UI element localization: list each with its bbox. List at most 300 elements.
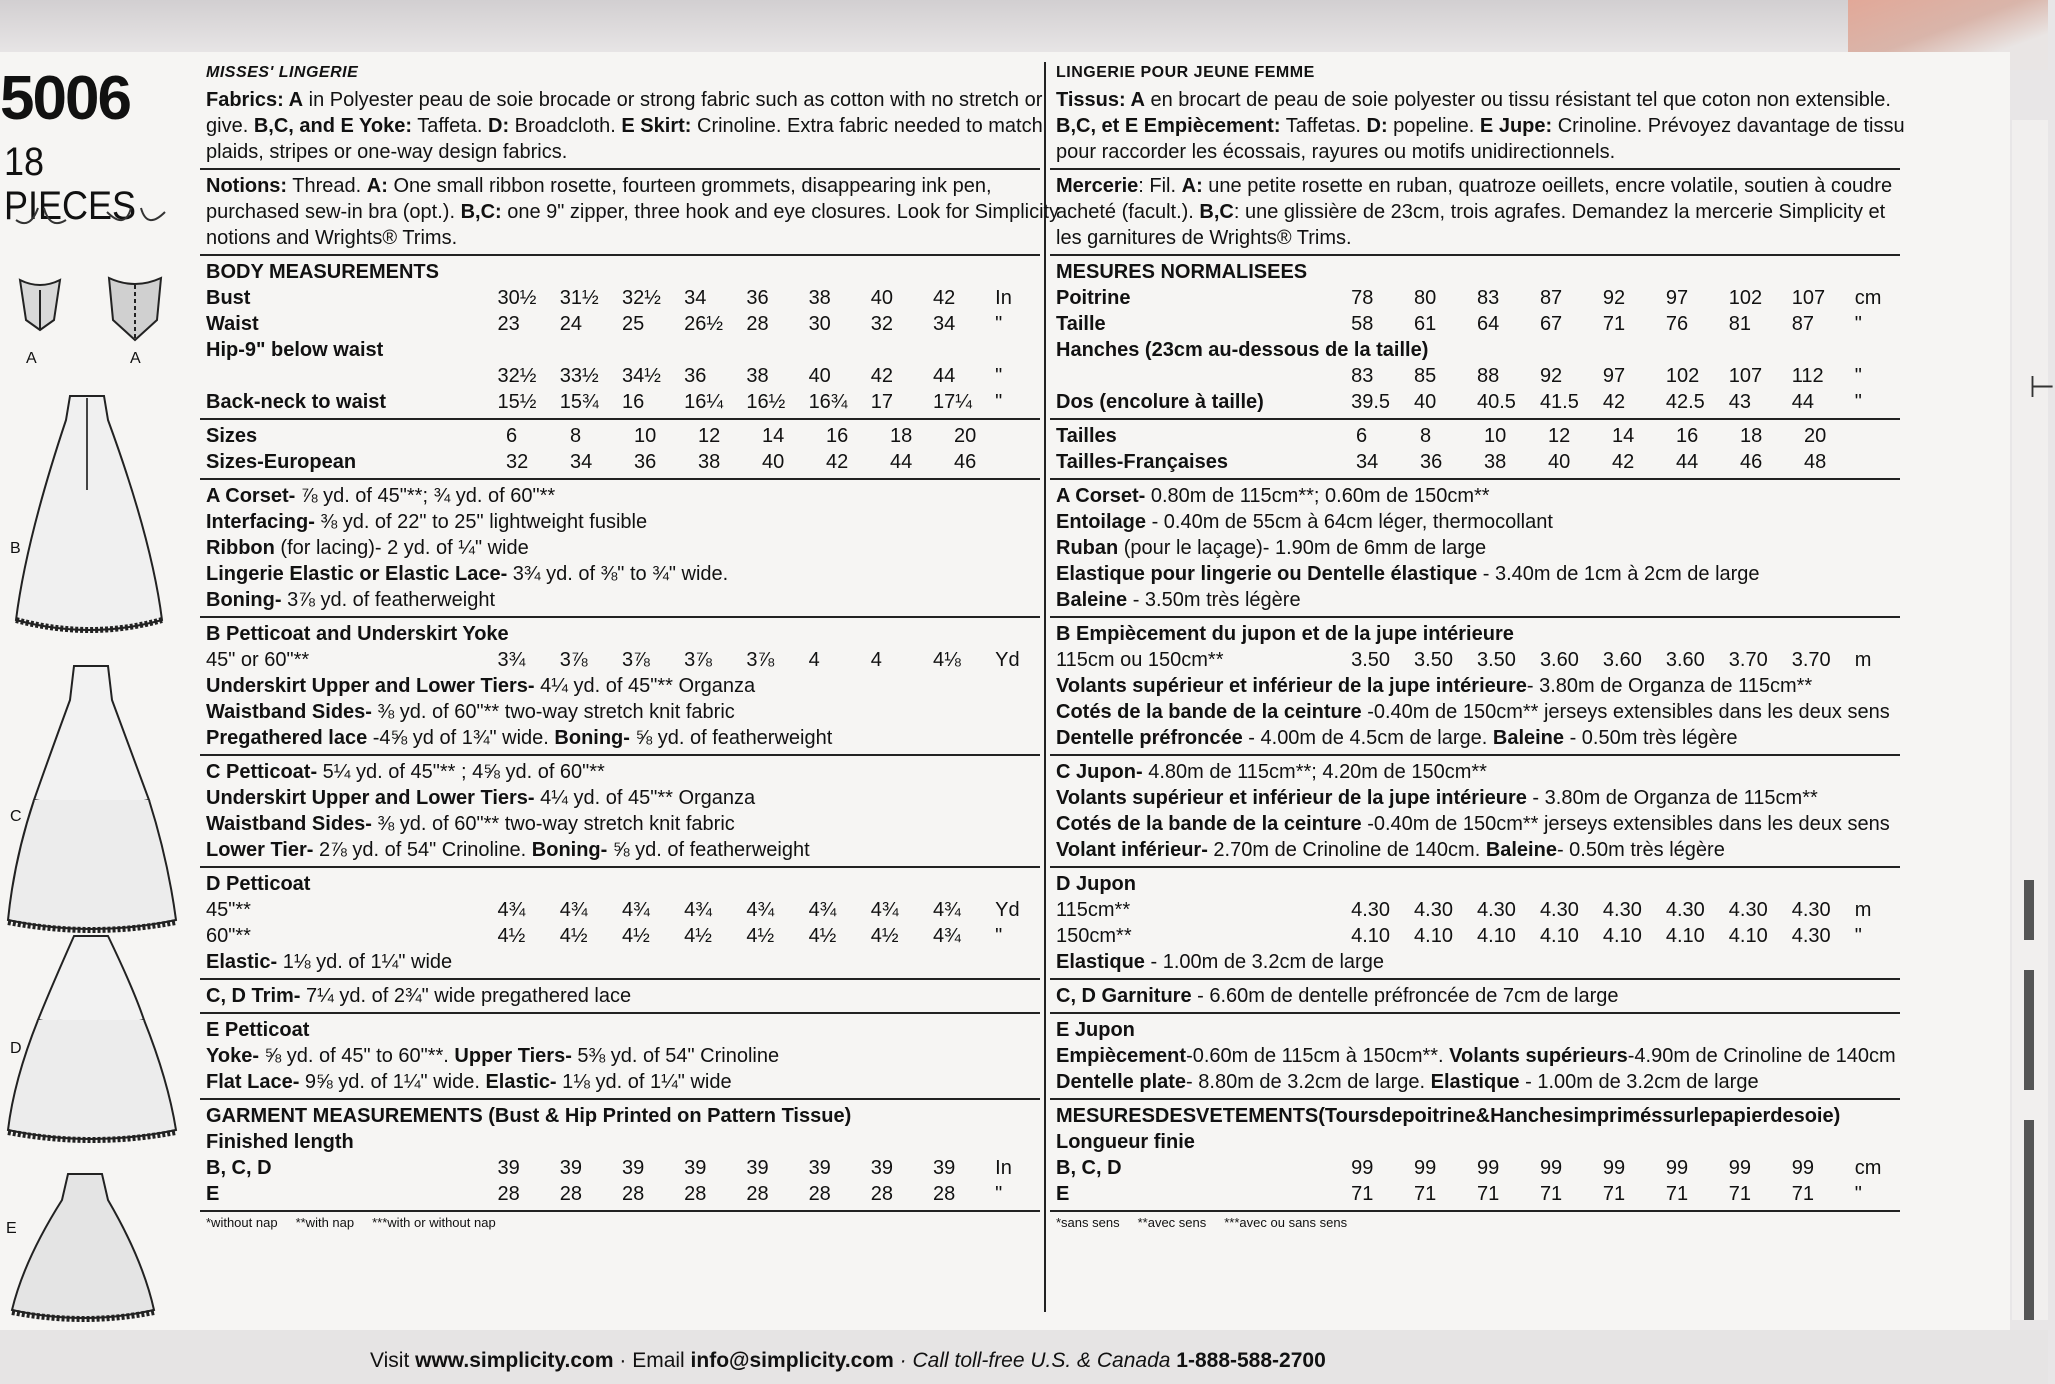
item-label: A Corset-	[1056, 485, 1146, 507]
item-text: - 1.00m de 3.2cm de large	[1144, 951, 1384, 973]
petticoat-b-illustration	[12, 390, 167, 650]
cell: 44	[890, 451, 913, 473]
item-label: Upper Tiers-	[454, 1045, 572, 1067]
item-label: Underskirt Upper and Lower Tiers-	[206, 675, 535, 697]
unit: Yd	[995, 649, 1020, 671]
table-row	[206, 1155, 1034, 1181]
tissus-label: E Jupe:	[1479, 115, 1553, 137]
cell: 36	[684, 365, 707, 387]
item-text: 2.70m de Crinoline de 140cm.	[1207, 839, 1486, 861]
footer-visit-text: Visit	[370, 1349, 416, 1372]
left-strip	[0, 60, 200, 1320]
fr-view-a	[1050, 480, 1900, 618]
cell: 40	[1548, 451, 1571, 473]
cell: 30	[808, 313, 831, 335]
row-label: E	[206, 1183, 220, 1205]
item-label: Boning-	[531, 839, 608, 861]
footnote: **with nap	[295, 1215, 355, 1230]
table-row	[206, 363, 1034, 389]
cell: 34½	[621, 365, 661, 387]
cell: 40.5	[1476, 391, 1516, 413]
pattern-number: 5006	[0, 64, 130, 133]
item-label: Elastique pour lingerie ou Dentelle élastique	[1056, 563, 1478, 585]
cell: 46	[1740, 451, 1763, 473]
cell: 71	[1476, 1183, 1500, 1205]
cell: 33½	[559, 365, 599, 387]
cell: 15½	[497, 391, 537, 413]
row-label: Bust	[206, 287, 251, 309]
mercerie-text: acheté (facult.).	[1056, 201, 1200, 223]
unit: Yd	[995, 899, 1020, 921]
cell: 20	[954, 425, 977, 447]
item-text: - 3.40m de 1cm à 2cm de large	[1477, 563, 1760, 585]
cell: 3.60	[1539, 649, 1579, 671]
cell: 58	[1351, 313, 1374, 335]
unit: "	[995, 925, 1003, 947]
cell: 43	[1728, 391, 1752, 413]
cell: 4.30	[1791, 899, 1831, 921]
item-text: -4⅝ yd of 1¾" wide.	[367, 727, 555, 749]
cell: 15¾	[559, 391, 599, 413]
footer-contact	[370, 1349, 1326, 1373]
cell: 4¾	[746, 899, 775, 921]
cell: 42	[826, 451, 849, 473]
cell: 71	[1351, 1183, 1374, 1205]
cell: 99	[1414, 1157, 1437, 1179]
mercerie-text: : Fil.	[1138, 175, 1182, 197]
cell: 4.30	[1539, 899, 1579, 921]
cell: 92	[1602, 287, 1626, 309]
cell: 42.5	[1665, 391, 1705, 413]
row-label: Taille	[1056, 313, 1106, 335]
item-text: - 6.60m de dentelle préfroncée de 7cm de large	[1191, 985, 1619, 1007]
unit: "	[995, 365, 1003, 387]
cell: 28	[808, 1183, 831, 1205]
cell: 99	[1539, 1157, 1563, 1179]
english-column	[200, 62, 1060, 1234]
tissus-text: en brocart de peau de soie polyester ou tissu résistant tel que coton non extensible.	[1144, 89, 1891, 111]
item-label: Waistband Sides-	[206, 813, 372, 835]
fr-view-d	[1050, 868, 1900, 980]
envelope-side-strip	[2012, 120, 2048, 1320]
cell: 16	[826, 425, 849, 447]
cell: 42	[1612, 451, 1635, 473]
cell: 3.50	[1476, 649, 1516, 671]
item-label: Baleine	[1485, 839, 1557, 861]
item-text: ⅜ yd. of 60"** two-way stretch knit fabric	[371, 813, 735, 835]
item-label: Waistband Sides-	[206, 701, 372, 723]
cell: 12	[1548, 425, 1571, 447]
cell: 8	[1420, 425, 1432, 447]
cell: 4	[808, 649, 820, 671]
footnote: **avec sens	[1137, 1215, 1207, 1230]
en-notions	[200, 170, 1060, 256]
section-title: E Jupon	[1056, 1019, 1135, 1041]
cell: 4	[870, 649, 882, 671]
item-text: -0.40m de 150cm** jerseys extensibles dans les deux sens	[1361, 813, 1890, 835]
item-text: 0.80m de 115cm**; 0.60m de 150cm**	[1145, 485, 1490, 507]
tissus-text: pour raccorder les écossais, rayures ou motifs unidirectionnels.	[1056, 141, 1616, 163]
cell: 4.30	[1414, 899, 1453, 921]
mercerie-label: A:	[1181, 175, 1203, 197]
en-view-d	[200, 868, 1040, 980]
section-title: B Petticoat and Underskirt Yoke	[206, 623, 509, 645]
item-label: Baleine	[1492, 727, 1565, 749]
item-label: Elastic-	[206, 951, 278, 973]
en-fabrics	[200, 84, 1043, 170]
unit: cm	[1854, 287, 1882, 309]
cell: 3⅞	[559, 649, 588, 671]
view-label-c: C	[10, 808, 22, 825]
cell: 3.60	[1602, 649, 1642, 671]
item-text: 7¼ yd. of 2¾" wide pregathered lace	[300, 985, 632, 1007]
item-text: - 0.50m très légère	[1564, 727, 1738, 749]
cell: 4¾	[684, 899, 712, 921]
cell: 81	[1728, 313, 1752, 335]
table-row	[206, 285, 1034, 311]
cell: 71	[1414, 1183, 1437, 1205]
table-row	[1056, 311, 1894, 337]
cell: 4¾	[870, 899, 899, 921]
cell: 3.50	[1351, 649, 1391, 671]
cell: 16½	[746, 391, 786, 413]
mercerie-text: les garnitures de Wrights® Trims.	[1056, 227, 1352, 249]
table-row	[1056, 363, 1894, 389]
item-text: (for lacing)- 2 yd. of ¼" wide	[274, 537, 529, 559]
cell: 4.10	[1539, 925, 1579, 947]
email-link[interactable]: info@simplicity.com	[690, 1349, 894, 1372]
cell: 4.30	[1665, 899, 1705, 921]
notions-text: One small ribbon rosette, fourteen grommets, disappearing ink pen,	[387, 175, 992, 197]
cell: 40	[1414, 391, 1437, 413]
section-title: MESURESDESVETEMENTS(Toursdepoitrine&Hanchesimpriméssurlepapierdesoie)	[1056, 1105, 1841, 1127]
fabrics-label: E Skirt:	[621, 115, 692, 137]
cell: 12	[698, 425, 721, 447]
registration-tick-icon: ⊢	[2029, 371, 2055, 404]
row-label: B, C, D	[206, 1157, 272, 1179]
row-label: 45" or 60"**	[206, 649, 310, 671]
footnote: *sans sens	[1056, 1215, 1120, 1230]
cell: 24	[559, 313, 582, 335]
cell: 4¾	[932, 899, 961, 921]
row-label: Sizes-European	[206, 451, 357, 473]
item-text: -0.40m de 150cm** jerseys extensibles dans les deux sens	[1361, 701, 1890, 723]
section-title: E Petticoat	[206, 1019, 310, 1041]
unit: m	[1854, 899, 1872, 921]
cell: 40	[762, 451, 785, 473]
cell: 28	[684, 1183, 707, 1205]
cell: 17	[870, 391, 894, 413]
en-view-e	[200, 1014, 1040, 1100]
unit: "	[1854, 1183, 1862, 1205]
fr-garment-measurements	[1050, 1100, 1900, 1212]
fr-cd-garniture	[1050, 980, 1900, 1014]
cell: 4½	[746, 925, 775, 947]
cell: 97	[1602, 365, 1626, 387]
cell: 4½	[808, 925, 837, 947]
notions-label: B,C:	[460, 201, 502, 223]
cell: 42	[932, 287, 956, 309]
cell: 48	[1804, 451, 1827, 473]
row-label: 115cm**	[1056, 899, 1131, 921]
cell: 107	[1728, 365, 1763, 387]
cell: 44	[1791, 391, 1814, 413]
mercerie-label: Mercerie	[1056, 175, 1139, 197]
cell: 4.30	[1476, 899, 1516, 921]
row-label: Waist	[206, 313, 259, 335]
item-label: C Petticoat-	[206, 761, 318, 783]
website-link[interactable]: www.simplicity.com	[415, 1349, 614, 1372]
fabrics-label: B,C, and E Yoke:	[253, 115, 412, 137]
cell: 83	[1351, 365, 1374, 387]
item-label: Entoilage	[1056, 511, 1147, 533]
table-row	[206, 311, 1034, 337]
item-text: 5¼ yd. of 45"** ; 4⅝ yd. of 60"**	[317, 761, 605, 783]
row-label: Tailles	[1056, 425, 1117, 447]
fabrics-text: Crinoline. Extra fabric needed to match	[691, 115, 1043, 137]
item-label: Dentelle plate	[1056, 1071, 1187, 1093]
cell: 20	[1804, 425, 1827, 447]
cell: 28	[559, 1183, 582, 1205]
tissus-text: Taffetas.	[1280, 115, 1367, 137]
side-print	[2024, 880, 2034, 940]
item-label: C, D Trim-	[206, 985, 301, 1007]
cell: 39	[559, 1157, 582, 1179]
cell: 42	[1602, 391, 1626, 413]
cell: 32	[506, 451, 529, 473]
unit: "	[995, 391, 1003, 413]
cell: 4½	[497, 925, 526, 947]
cell: 39	[684, 1157, 707, 1179]
cell: 3.70	[1728, 649, 1768, 671]
fr-title: LINGERIE POUR JEUNE FEMME	[1056, 64, 1315, 81]
row-label	[1056, 363, 1351, 389]
item-label: Flat Lace-	[206, 1071, 300, 1093]
cell: 3⅞	[684, 649, 712, 671]
cell: 4.10	[1476, 925, 1516, 947]
unit: cm	[1854, 1157, 1882, 1179]
cell: 4.30	[1728, 899, 1768, 921]
cell: 38	[808, 287, 831, 309]
item-text: 5⅜ yd. of 54" Crinoline	[571, 1045, 780, 1067]
cell: 41.5	[1539, 391, 1579, 413]
item-label: C Jupon-	[1056, 761, 1143, 783]
item-text: - 3.80m de Organza de 115cm**	[1526, 787, 1818, 809]
view-label-d: D	[10, 1040, 22, 1057]
cell: 4¾	[808, 899, 837, 921]
footer-email-label: · Email	[613, 1349, 691, 1372]
cell: 71	[1665, 1183, 1689, 1205]
item-label: Empiècement	[1056, 1045, 1187, 1067]
cell: 4⅛	[932, 649, 961, 671]
fr-sizes	[1050, 420, 1900, 480]
item-text: - 0.50m très légère	[1556, 839, 1725, 861]
row-label: 60"**	[206, 925, 251, 947]
fabrics-label: Fabrics: A	[206, 89, 304, 111]
cell: 3.70	[1791, 649, 1831, 671]
petticoat-d-illustration	[4, 930, 179, 1150]
item-text: - 4.00m de 4.5cm de large.	[1242, 727, 1493, 749]
item-label: Volant inférieur-	[1056, 839, 1208, 861]
row-label: Poitrine	[1056, 287, 1131, 309]
unit: "	[1854, 365, 1862, 387]
cell: 30½	[497, 287, 537, 309]
sub-title: Longueur finie	[1056, 1131, 1195, 1153]
fr-view-e	[1050, 1014, 1900, 1100]
table-row	[1056, 1181, 1894, 1207]
item-text: 3⅞ yd. of featherweight	[281, 589, 495, 611]
cell: 99	[1476, 1157, 1500, 1179]
item-label: A Corset-	[206, 485, 296, 507]
cell: 3⅞	[746, 649, 775, 671]
cell: 4.30	[1351, 899, 1391, 921]
item-text: - 3.80m de Organza de 115cm**	[1526, 675, 1813, 697]
en-garment-measurements	[200, 1100, 1040, 1212]
cell: 4½	[559, 925, 588, 947]
petticoat-c-illustration	[4, 660, 179, 940]
item-label: Cotés de la bande de la ceinture	[1056, 813, 1362, 835]
table-row	[206, 389, 1034, 415]
hip-label: Hip-9" below waist	[206, 339, 384, 361]
cell: 4.10	[1665, 925, 1705, 947]
footnote: ***with or without nap	[372, 1215, 496, 1230]
footnote: *without nap	[206, 1215, 278, 1230]
hip-label: Hanches (23cm au-dessous de la taille)	[1056, 339, 1429, 361]
corset-front-illustration	[10, 200, 70, 370]
cell: 39	[870, 1157, 894, 1179]
row-label: Tailles-Françaises	[1056, 451, 1228, 473]
cell: 40	[808, 365, 831, 387]
notions-label: Notions:	[206, 175, 288, 197]
item-text: 4¼ yd. of 45"** Organza	[534, 675, 756, 697]
item-text: -0.60m de 115cm à 150cm**.	[1186, 1045, 1450, 1067]
unit: m	[1854, 649, 1872, 671]
item-label: Baleine	[1056, 589, 1128, 611]
cell: 67	[1539, 313, 1563, 335]
unit: "	[995, 1183, 1003, 1205]
table-row	[1056, 923, 1894, 949]
side-print	[2024, 970, 2034, 1090]
cell: 46	[954, 451, 977, 473]
fabrics-text: in Polyester peau de soie brocade or strong fabric such as cotton with no stretch or	[303, 89, 1043, 111]
item-label: C, D Garniture	[1056, 985, 1192, 1007]
cell: 4¾	[621, 899, 650, 921]
cell: 99	[1728, 1157, 1752, 1179]
cell: 4¾	[559, 899, 588, 921]
cell: 34	[570, 451, 593, 473]
section-title: D Jupon	[1056, 873, 1136, 895]
unit: "	[1854, 925, 1862, 947]
row-label: 45"**	[206, 899, 251, 921]
cell: 31½	[559, 287, 599, 309]
cell: 3⅞	[621, 649, 650, 671]
cell: 39	[932, 1157, 956, 1179]
cell: 92	[1539, 365, 1563, 387]
cell: 14	[1612, 425, 1635, 447]
table-row	[1056, 285, 1894, 311]
fr-tissus	[1050, 84, 1905, 170]
cell: 10	[634, 425, 657, 447]
fabrics-text: Taffeta.	[412, 115, 488, 137]
petticoat-e-illustration	[8, 1170, 158, 1330]
item-label: Volants supérieurs	[1449, 1045, 1628, 1067]
table-row	[206, 449, 1034, 475]
table-row	[206, 647, 1034, 673]
tissus-label: Tissus: A	[1056, 89, 1145, 111]
cell: 8	[570, 425, 582, 447]
fr-view-b	[1050, 618, 1900, 756]
table-row	[206, 923, 1034, 949]
cell: 76	[1665, 313, 1689, 335]
cell: 71	[1728, 1183, 1752, 1205]
cell: 97	[1665, 287, 1689, 309]
table-row	[206, 897, 1034, 923]
table-row	[1056, 389, 1894, 415]
cell: 14	[762, 425, 785, 447]
cell: 16¼	[684, 391, 724, 413]
en-view-b	[200, 618, 1040, 756]
footnote: ***avec ou sans sens	[1224, 1215, 1348, 1230]
cell: 32½	[497, 365, 537, 387]
cell: 32	[870, 313, 894, 335]
table-row	[1056, 423, 1894, 449]
en-sizes	[200, 420, 1040, 480]
cell: 3¾	[497, 649, 526, 671]
item-text: 9⅝ yd. of 1¼" wide.	[299, 1071, 486, 1093]
fr-view-c	[1050, 756, 1900, 868]
item-label: Elastique	[1430, 1071, 1520, 1093]
cell: 28	[932, 1183, 956, 1205]
cell: 78	[1351, 287, 1374, 309]
row-label: 150cm**	[1056, 925, 1132, 947]
side-print	[2024, 1120, 2034, 1320]
item-text: ⅝ yd. of featherweight	[607, 839, 810, 861]
cell: 99	[1665, 1157, 1689, 1179]
table-row	[1056, 1155, 1894, 1181]
cell: 39	[746, 1157, 769, 1179]
tissus-label: D:	[1366, 115, 1388, 137]
item-label: Yoke-	[206, 1045, 259, 1067]
cell: 16	[1676, 425, 1699, 447]
cell: 112	[1791, 365, 1824, 387]
table-row	[1056, 449, 1894, 475]
pieces-count: 18 PIECES	[4, 140, 137, 228]
fabrics-text: give.	[206, 115, 254, 137]
mercerie-text: une petite rosette en ruban, quatroze oeillets, encre volatile, soutien à coudre	[1202, 175, 1893, 197]
row-label: B, C, D	[1056, 1157, 1122, 1179]
cell: 28	[497, 1183, 520, 1205]
cell: 4.10	[1602, 925, 1642, 947]
cell: 61	[1414, 313, 1437, 335]
item-label: Elastic-	[485, 1071, 557, 1093]
row-label: Dos (encolure à taille)	[1056, 391, 1264, 413]
unit: "	[1854, 391, 1862, 413]
item-text: - 3.50m très légère	[1127, 589, 1301, 611]
cell: 80	[1414, 287, 1437, 309]
row-label: 115cm ou 150cm**	[1056, 649, 1224, 671]
item-label: Boning-	[206, 589, 282, 611]
cell: 18	[1740, 425, 1763, 447]
section-title: D Petticoat	[206, 873, 311, 895]
item-text: ⅝ yd. of featherweight	[629, 727, 833, 749]
unit: In	[995, 287, 1012, 309]
corset-back-illustration	[95, 200, 175, 370]
cell: 4.10	[1351, 925, 1391, 947]
cell: 39	[497, 1157, 520, 1179]
cell: 34	[1356, 451, 1379, 473]
view-label-a2: A	[130, 350, 141, 367]
cell: 18	[890, 425, 913, 447]
